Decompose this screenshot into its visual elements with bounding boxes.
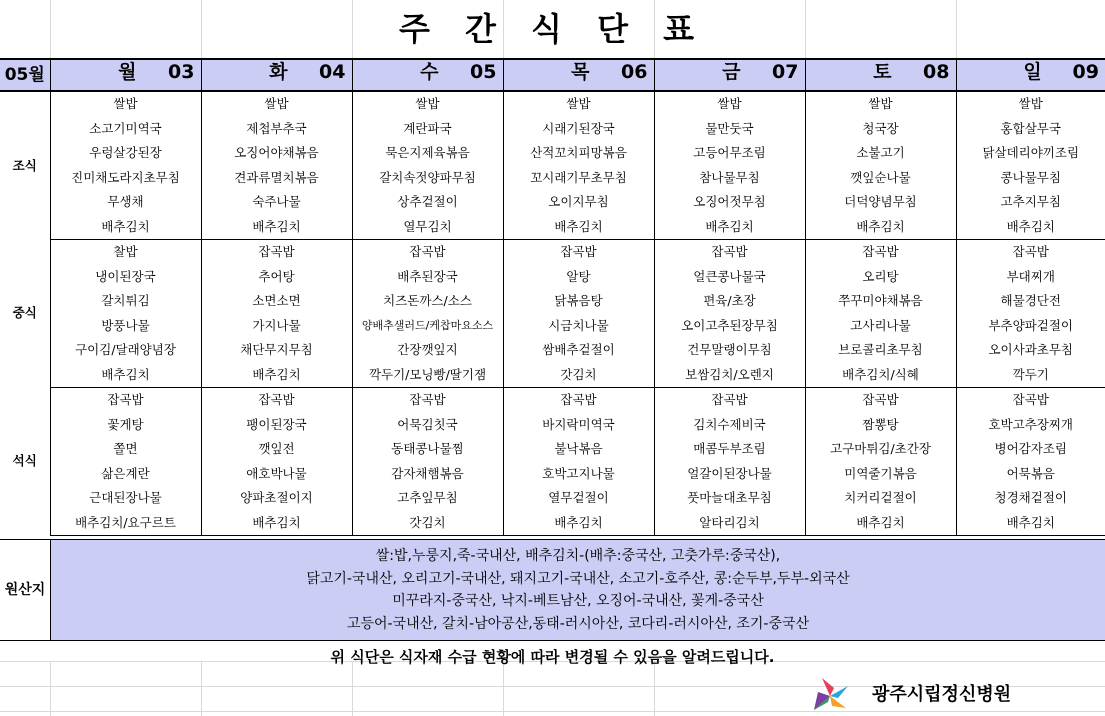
menu-cell: 고추잎무침 — [352, 486, 503, 511]
menu-cell: 잡곡밥 — [654, 240, 805, 265]
menu-cell: 배추김치 — [50, 215, 201, 240]
menu-row — [0, 511, 1105, 536]
menu-cell: 애호박나물 — [201, 462, 352, 487]
page-title: 주 간 식 단 표 — [398, 10, 707, 48]
month-label: 05월 — [0, 59, 50, 91]
menu-cell: 잡곡밥 — [352, 388, 503, 413]
menu-cell: 미역줄기볶음 — [805, 462, 956, 487]
day-header — [352, 59, 503, 91]
hospital-name: 광주시립정신병원 — [872, 684, 1012, 705]
day-header — [654, 59, 805, 91]
menu-cell: 열무김치 — [352, 215, 503, 240]
menu-cell: 우렁살강된장 — [50, 141, 201, 166]
origin-lines — [51, 545, 1105, 635]
day-date: 07 — [772, 61, 799, 83]
menu-cell: 고등어무조림 — [654, 141, 805, 166]
menu-row — [0, 166, 1105, 191]
day-date: 09 — [1072, 61, 1099, 83]
origin-line: 고등어-국내산, 갈치-남아공산,동태-러시아산, 코다리-러시아산, 조기-중국산 — [346, 615, 810, 632]
menu-row — [0, 289, 1105, 314]
day-name: 금 — [722, 61, 741, 83]
day-name: 목 — [571, 61, 590, 83]
menu-cell: 깻잎전 — [201, 437, 352, 462]
day-date: 06 — [621, 61, 648, 83]
menu-cell: 알타리김치 — [654, 511, 805, 536]
menu-cell: 삶은계란 — [50, 462, 201, 487]
menu-cell: 쌀밥 — [352, 91, 503, 117]
menu-cell: 물만둣국 — [654, 117, 805, 142]
day-date: 08 — [923, 61, 950, 83]
menu-cell: 오징어야채볶음 — [201, 141, 352, 166]
menu-cell: 동태콩나물찜 — [352, 437, 503, 462]
menu-cell: 잡곡밥 — [201, 240, 352, 265]
hospital-logo-icon — [810, 676, 850, 712]
menu-cell: 청경채겉절이 — [956, 486, 1105, 511]
menu-cell: 냉이된장국 — [50, 265, 201, 290]
menu-cell: 고사리나물 — [805, 314, 956, 339]
menu-cell: 닭볶음탕 — [503, 289, 654, 314]
origin-line: 닭고기-국내산, 오리고기-국내산, 돼지고기-국내산, 소고기-호주산, 콩:순두부,두부-외국산 — [306, 570, 850, 587]
menu-cell: 진미채도라지초무침 — [50, 166, 201, 191]
origin-label: 원산지 — [0, 540, 51, 640]
menu-cell: 부추양파겉절이 — [956, 314, 1105, 339]
menu-row — [0, 338, 1105, 363]
day-name: 수 — [420, 61, 439, 83]
meal-label: 석식 — [0, 388, 50, 536]
menu-cell: 배추김치 — [503, 215, 654, 240]
menu-cell: 감자채햄볶음 — [352, 462, 503, 487]
menu-row — [0, 388, 1105, 413]
menu-cell: 갈치속젓양파무침 — [352, 166, 503, 191]
day-header — [503, 59, 654, 91]
menu-cell: 얼갈이된장나물 — [654, 462, 805, 487]
origin-line: 쌀:밥,누룽지,죽-국내산, 배추김치-(배추:중국산, 고춧가루:중국산), — [375, 548, 781, 564]
day-name: 화 — [269, 61, 288, 83]
menu-cell: 쌀밥 — [956, 91, 1105, 117]
menu-cell: 소면소면 — [201, 289, 352, 314]
menu-cell: 홍합살무국 — [956, 117, 1105, 142]
menu-row — [0, 413, 1105, 438]
menu-cell: 쌀밥 — [503, 91, 654, 117]
menu-cell: 배추김치 — [654, 215, 805, 240]
menu-cell: 배추김치 — [956, 215, 1105, 240]
menu-cell: 어묵볶음 — [956, 462, 1105, 487]
meal-label: 조식 — [0, 91, 50, 240]
menu-row — [0, 215, 1105, 240]
menu-cell: 쫄면 — [50, 437, 201, 462]
day-name: 월 — [118, 61, 137, 83]
menu-cell: 구이김/달래양념장 — [50, 338, 201, 363]
menu-row — [0, 363, 1105, 388]
menu-cell: 얼큰콩나물국 — [654, 265, 805, 290]
menu-cell: 양파초절이지 — [201, 486, 352, 511]
menu-cell: 배추김치/요구르트 — [50, 511, 201, 536]
menu-cell: 배추김치 — [956, 511, 1105, 536]
menu-cell: 깍두기 — [956, 363, 1105, 388]
menu-cell: 잡곡밥 — [956, 388, 1105, 413]
menu-row — [0, 190, 1105, 215]
day-name: 토 — [873, 61, 892, 83]
menu-cell: 소불고기 — [805, 141, 956, 166]
menu-cell: 잡곡밥 — [956, 240, 1105, 265]
menu-cell: 김치수제비국 — [654, 413, 805, 438]
menu-cell: 배추김치 — [50, 363, 201, 388]
menu-row — [0, 91, 1105, 117]
menu-cell: 바지락미역국 — [503, 413, 654, 438]
menu-cell: 쭈꾸미야채볶음 — [805, 289, 956, 314]
menu-cell: 배추김치 — [503, 511, 654, 536]
menu-cell: 쌈배추겉절이 — [503, 338, 654, 363]
menu-row — [0, 437, 1105, 462]
menu-cell: 양배추샐러드/케찹마요소스 — [352, 314, 503, 339]
menu-cell: 병어감자조림 — [956, 437, 1105, 462]
menu-row — [0, 486, 1105, 511]
menu-cell: 매콤두부조림 — [654, 437, 805, 462]
meal-label: 중식 — [0, 240, 50, 388]
menu-cell: 찰밥 — [50, 240, 201, 265]
menu-cell: 깍두기/모닝빵/딸기잼 — [352, 363, 503, 388]
menu-cell: 간장깻잎지 — [352, 338, 503, 363]
menu-cell: 계란파국 — [352, 117, 503, 142]
menu-cell: 꼬시래기무초무침 — [503, 166, 654, 191]
menu-cell: 호박고지나물 — [503, 462, 654, 487]
menu-cell: 무생채 — [50, 190, 201, 215]
menu-cell: 갓김치 — [352, 511, 503, 536]
menu-row — [0, 314, 1105, 339]
menu-cell: 근대된장나물 — [50, 486, 201, 511]
menu-cell: 시금치나물 — [503, 314, 654, 339]
menu-row — [0, 240, 1105, 265]
menu-cell: 잡곡밥 — [805, 240, 956, 265]
menu-cell: 잡곡밥 — [352, 240, 503, 265]
day-date: 05 — [470, 61, 497, 83]
day-name: 일 — [1023, 61, 1042, 83]
menu-cell: 추어탕 — [201, 265, 352, 290]
menu-cell: 방풍나물 — [50, 314, 201, 339]
menu-row — [0, 117, 1105, 142]
menu-cell: 채단무지무침 — [201, 338, 352, 363]
menu-cell: 참나물무침 — [654, 166, 805, 191]
origin-section — [0, 539, 1105, 641]
menu-row — [0, 462, 1105, 487]
menu-cell: 배추김치 — [805, 215, 956, 240]
menu-cell: 제첩부추국 — [201, 117, 352, 142]
change-notice: 위 식단은 식자재 수급 현황에 따라 변경될 수 있음을 알려드립니다. — [330, 648, 775, 666]
menu-cell: 더덕양념무침 — [805, 190, 956, 215]
menu-cell: 잡곡밥 — [503, 388, 654, 413]
menu-cell: 브로콜리초무침 — [805, 338, 956, 363]
day-date: 04 — [319, 61, 346, 83]
menu-cell: 산적꼬치피망볶음 — [503, 141, 654, 166]
day-header — [805, 59, 956, 91]
menu-cell: 오이지무침 — [503, 190, 654, 215]
menu-cell: 건무말랭이무침 — [654, 338, 805, 363]
menu-cell: 편육/초장 — [654, 289, 805, 314]
menu-cell: 오이사과초무침 — [956, 338, 1105, 363]
menu-cell: 시래기된장국 — [503, 117, 654, 142]
menu-cell: 짬뽕탕 — [805, 413, 956, 438]
day-header — [201, 59, 352, 91]
menu-cell: 가지나물 — [201, 314, 352, 339]
menu-cell: 쌀밥 — [50, 91, 201, 117]
menu-cell: 열무겉절이 — [503, 486, 654, 511]
menu-cell: 배추된장국 — [352, 265, 503, 290]
menu-cell: 풋마늘대초무침 — [654, 486, 805, 511]
menu-cell: 고추지무침 — [956, 190, 1105, 215]
menu-cell: 배추김치 — [201, 363, 352, 388]
menu-cell: 갈치튀김 — [50, 289, 201, 314]
day-header — [50, 59, 201, 91]
menu-cell: 쌀밥 — [654, 91, 805, 117]
menu-cell: 깻잎순나물 — [805, 166, 956, 191]
menu-cell: 호박고추장찌개 — [956, 413, 1105, 438]
menu-cell: 잡곡밥 — [503, 240, 654, 265]
menu-cell: 청국장 — [805, 117, 956, 142]
menu-row — [0, 141, 1105, 166]
menu-cell: 견과류멸치볶음 — [201, 166, 352, 191]
menu-cell: 고구마튀김/초간장 — [805, 437, 956, 462]
menu-cell: 어묵김칫국 — [352, 413, 503, 438]
menu-cell: 콩나물무침 — [956, 166, 1105, 191]
menu-cell: 꽃게탕 — [50, 413, 201, 438]
menu-cell: 알탕 — [503, 265, 654, 290]
menu-cell: 잡곡밥 — [201, 388, 352, 413]
menu-cell: 배추김치/식혜 — [805, 363, 956, 388]
day-date: 03 — [168, 61, 195, 83]
menu-cell: 해물경단전 — [956, 289, 1105, 314]
menu-cell: 상추겉절이 — [352, 190, 503, 215]
menu-cell: 소고기미역국 — [50, 117, 201, 142]
menu-cell: 배추김치 — [805, 511, 956, 536]
menu-cell: 배추김치 — [201, 511, 352, 536]
menu-cell: 숙주나물 — [201, 190, 352, 215]
menu-cell: 치커리겉절이 — [805, 486, 956, 511]
menu-cell: 불낙볶음 — [503, 437, 654, 462]
menu-cell: 쌀밥 — [805, 91, 956, 117]
menu-cell: 보쌈김치/오렌지 — [654, 363, 805, 388]
day-header-row — [0, 59, 1105, 91]
menu-cell: 배추김치 — [201, 215, 352, 240]
menu-cell: 오이고추된장무침 — [654, 314, 805, 339]
menu-cell: 쌀밥 — [201, 91, 352, 117]
weekly-menu-table — [0, 58, 1105, 536]
menu-cell: 오리탕 — [805, 265, 956, 290]
menu-cell: 오징어젓무침 — [654, 190, 805, 215]
menu-cell: 잡곡밥 — [654, 388, 805, 413]
menu-cell: 부대찌개 — [956, 265, 1105, 290]
menu-cell: 잡곡밥 — [805, 388, 956, 413]
menu-cell: 잡곡밥 — [50, 388, 201, 413]
menu-cell: 팽이된장국 — [201, 413, 352, 438]
origin-line: 미꾸라지-중국산, 낙지-베트남산, 오징어-국내산, 꽃게-중국산 — [392, 593, 764, 609]
menu-row — [0, 265, 1105, 290]
day-header — [956, 59, 1105, 91]
menu-cell: 갓김치 — [503, 363, 654, 388]
menu-cell: 닭살데리야끼조림 — [956, 141, 1105, 166]
menu-cell: 치즈돈까스/소스 — [352, 289, 503, 314]
menu-cell: 묵은지제육볶음 — [352, 141, 503, 166]
